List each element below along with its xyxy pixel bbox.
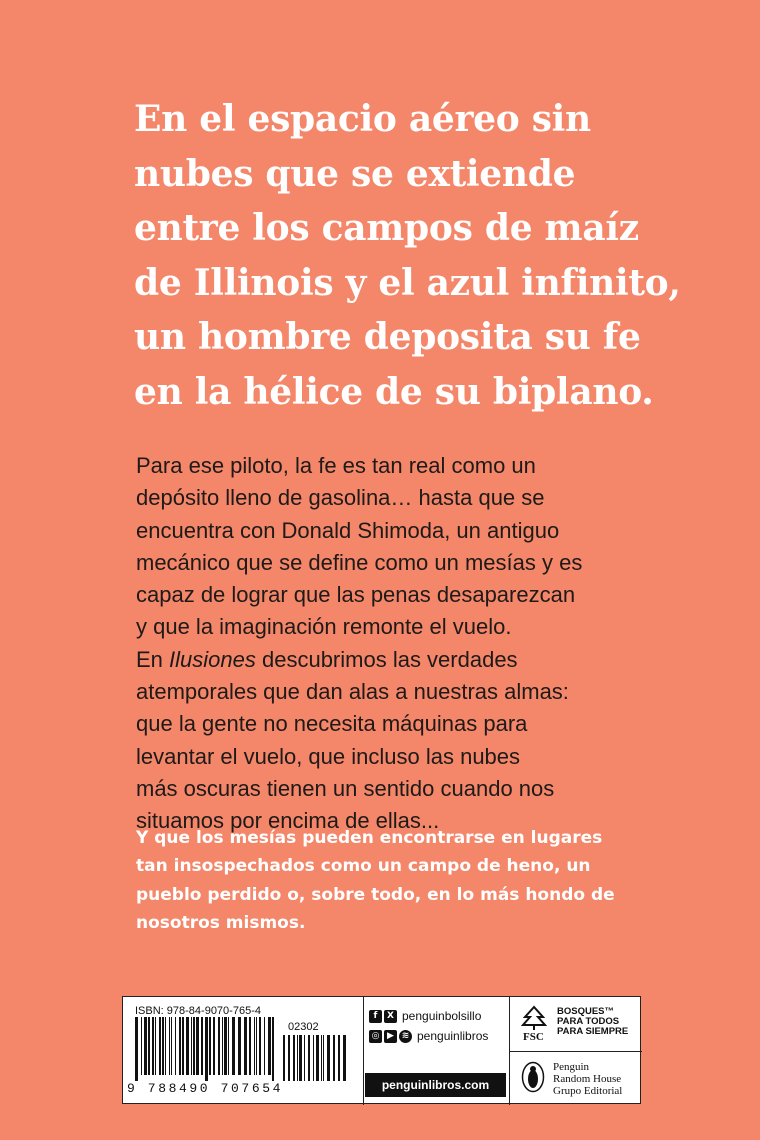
closing-line: nosotros mismos. (136, 913, 306, 934)
divider (509, 1051, 642, 1052)
closing-line: tan insospechados como un campo de heno, un (136, 856, 591, 877)
barcode-bar (205, 1017, 208, 1081)
synopsis (136, 450, 736, 838)
youtube-icon[interactable]: ▶ (384, 1030, 397, 1043)
fsc-label: FSC (523, 1031, 544, 1043)
addon-bar (283, 1035, 285, 1081)
addon-bar (313, 1035, 314, 1081)
barcode-bar (193, 1017, 195, 1075)
addon-bar (333, 1035, 335, 1081)
barcode-bar (272, 1017, 274, 1081)
headline (134, 92, 734, 419)
addon-bar (327, 1035, 330, 1081)
divider (363, 997, 364, 1105)
synopsis-line: que la gente no necesita máquinas para (136, 711, 528, 737)
synopsis-line: levantar el vuelo, que incluso las nubes (136, 743, 521, 769)
barcode-bar (238, 1017, 241, 1075)
barcode-addon-label: 02302 (288, 1021, 319, 1033)
addon-bar (288, 1035, 290, 1081)
synopsis-text: descubrimos las verdades (255, 646, 518, 672)
addon-bar (338, 1035, 340, 1081)
barcode-bar (232, 1017, 235, 1075)
headline-line: En el espacio aéreo sin (134, 98, 591, 140)
fsc-badge (517, 1003, 637, 1051)
publisher-logo (517, 1055, 637, 1101)
synopsis-line: atemporales que dan alas a nuestras almas: (136, 679, 569, 705)
barcode-bar (244, 1017, 247, 1075)
synopsis-line: mecánico que se define como un mesías y es (136, 549, 583, 575)
fsc-slogan-line: PARA TODOS (557, 1016, 620, 1027)
barcode-bar (259, 1017, 261, 1075)
synopsis-line: y que la imaginación remonte el vuelo. (136, 614, 512, 640)
headline-line: entre los campos de maíz (134, 207, 639, 249)
synopsis-line: depósito lleno de gasolina… hasta que se (136, 485, 545, 511)
publisher-name (553, 1061, 622, 1097)
closing-paragraph (136, 824, 736, 938)
synopsis-line: Para ese piloto, la fe es tan real como un (136, 453, 536, 478)
addon-bar (321, 1035, 322, 1081)
barcode-bar (264, 1017, 265, 1075)
barcode-bar (228, 1017, 229, 1075)
addon-bar (343, 1035, 346, 1081)
barcode-bar (144, 1017, 147, 1075)
barcode-bar (169, 1017, 170, 1075)
synopsis-line: capaz de lograr que las penas desaparezcan (136, 582, 576, 608)
barcode-bar (171, 1017, 172, 1075)
synopsis-line (136, 644, 736, 676)
headline-line: un hombre deposita su fe (134, 316, 641, 358)
addon-barcode (283, 1035, 347, 1081)
instagram-icon[interactable]: ◎ (369, 1030, 382, 1043)
barcode-bar (165, 1017, 166, 1075)
barcode-bar (209, 1017, 211, 1075)
barcode-bar (196, 1017, 199, 1075)
synopsis-text: En (136, 646, 170, 672)
website-link[interactable]: penguinlibros.com (365, 1073, 506, 1097)
barcode-bar (218, 1017, 220, 1075)
barcode-bar (268, 1017, 271, 1075)
synopsis-line: encuentra con Donald Shimoda, un antiguo (136, 517, 560, 543)
barcode-bar (179, 1017, 181, 1075)
barcode-bar (191, 1017, 192, 1075)
addon-bar (299, 1035, 302, 1081)
fsc-slogan-line: PARA SIEMPRE (557, 1026, 629, 1037)
barcode-bar (135, 1017, 138, 1081)
addon-bar (293, 1035, 295, 1081)
social-handle[interactable]: penguinlibros (417, 1029, 489, 1043)
fsc-slogan-line: BOSQUES™ (557, 1006, 615, 1017)
barcode-bar (175, 1017, 176, 1075)
addon-bar (304, 1035, 305, 1081)
facebook-icon[interactable]: f (369, 1010, 382, 1023)
barcode-bar (159, 1017, 161, 1075)
barcode-bar (182, 1017, 184, 1075)
ean-barcode (135, 1017, 275, 1081)
publisher-line: Penguin (553, 1061, 590, 1073)
addon-bar (316, 1035, 319, 1081)
x-icon[interactable]: X (384, 1010, 397, 1023)
barcode-bar (254, 1017, 255, 1075)
closing-line: Y que los mesías pueden encontrarse en lugares (136, 828, 603, 848)
social-handle[interactable]: penguinbolsillo (402, 1009, 482, 1023)
social-row (369, 1007, 505, 1025)
isbn-label: ISBN: 978-84-9070-765-4 (135, 1005, 261, 1017)
barcode-bar (224, 1017, 227, 1075)
addon-bar (308, 1035, 310, 1081)
barcode-bar (201, 1017, 203, 1075)
fsc-slogan (557, 1007, 637, 1037)
publisher-line: Random House (553, 1073, 622, 1085)
penguin-icon (521, 1061, 545, 1093)
social-links (369, 1007, 505, 1047)
barcode-bar (155, 1017, 156, 1075)
barcode-bar (162, 1017, 164, 1075)
synopsis-line: situamos por encima de ellas... (136, 808, 440, 834)
barcode-bar (152, 1017, 154, 1075)
ean-digits: 9 788490 707654 (127, 1081, 284, 1096)
headline-line: de Illinois y el azul infinito, (134, 261, 681, 304)
headline-line: nubes que se extiende (134, 152, 576, 195)
spotify-icon[interactable]: ≋ (399, 1030, 412, 1043)
barcode-bar (213, 1017, 215, 1075)
barcode-bar (222, 1017, 223, 1075)
addon-bar (323, 1035, 324, 1081)
book-title: Ilusiones (169, 646, 256, 672)
barcode-bar (148, 1017, 150, 1075)
headline-line: en la hélice de su biplano. (134, 370, 654, 413)
barcode-bar (256, 1017, 257, 1075)
synopsis-line: más oscuras tienen un sentido cuando nos (136, 775, 555, 801)
social-row (369, 1027, 505, 1045)
barcode-bar (141, 1017, 142, 1075)
addon-bar (297, 1035, 298, 1081)
barcode-bar (249, 1017, 251, 1075)
publisher-line: Grupo Editorial (553, 1085, 623, 1097)
back-cover-footer (122, 996, 641, 1104)
barcode-panel (123, 997, 363, 1105)
barcode-bar (186, 1017, 189, 1075)
closing-line: pueblo perdido o, sobre todo, en lo más hondo de (136, 884, 615, 905)
